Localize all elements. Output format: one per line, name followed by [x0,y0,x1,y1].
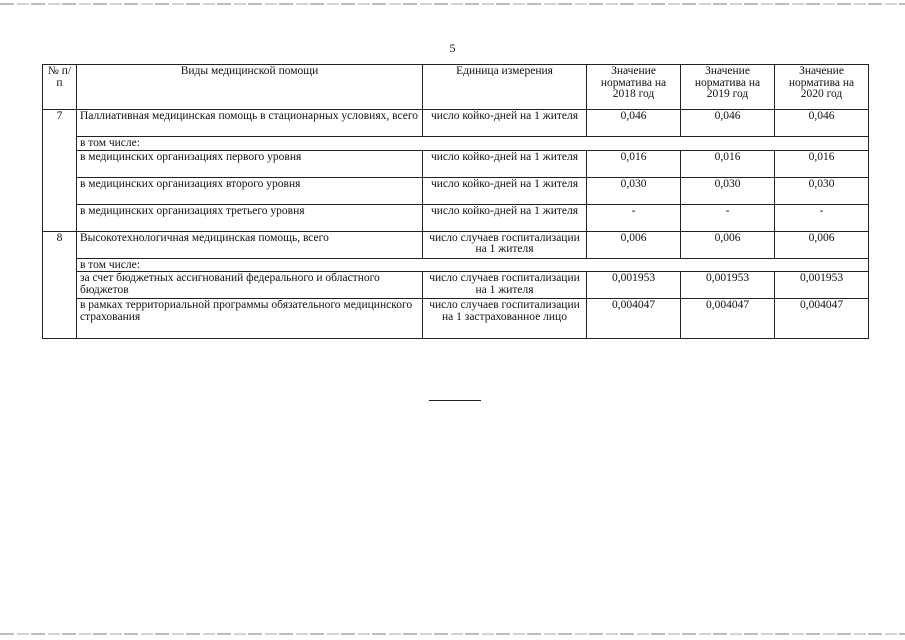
value-2020: 0,030 [775,177,869,204]
header-num: № п/п [43,65,77,110]
value-2019: 0,004047 [681,299,775,339]
value-2019: - [681,204,775,231]
header-type: Виды медицинской помощи [77,65,423,110]
row-name: в рамках территориальной программы обязательного медицинского страхования [77,299,423,339]
closing-rule [429,400,481,401]
value-2018: 0,001953 [587,272,681,299]
table-row [43,110,869,137]
value-2018: 0,016 [587,150,681,177]
row-unit: число койко-дней на 1 жителя [423,177,587,204]
row-unit: число случаев госпитализации на 1 жителя [423,231,587,258]
value-2019: 0,006 [681,231,775,258]
row-unit: число койко-дней на 1 жителя [423,110,587,137]
header-2019: Значение норматива на 2019 год [681,65,775,110]
table-header-row [43,65,869,110]
value-2019: 0,016 [681,150,775,177]
table-row [43,272,869,299]
row-unit: число койко-дней на 1 жителя [423,204,587,231]
row-unit: число койко-дней на 1 жителя [423,150,587,177]
header-unit: Единица измерения [423,65,587,110]
table-subheader-row [43,137,869,151]
value-2020: 0,001953 [775,272,869,299]
table-row [43,231,869,258]
row-name: Паллиативная медицинская помощь в стационарных условиях, всего [77,110,423,137]
value-2018: 0,004047 [587,299,681,339]
scan-edge-bottom [0,633,905,635]
value-2018: - [587,204,681,231]
value-2020: 0,006 [775,231,869,258]
row-number: 8 [43,231,77,339]
row-name: за счет бюджетных ассигнований федерального и областного бюджетов [77,272,423,299]
row-name: в медицинских организациях третьего уровня [77,204,423,231]
row-name: в медицинских организациях второго уровня [77,177,423,204]
value-2019: 0,030 [681,177,775,204]
page-number: 5 [449,41,456,55]
value-2020: 0,004047 [775,299,869,339]
value-2019: 0,046 [681,110,775,137]
value-2018: 0,046 [587,110,681,137]
row-number: 7 [43,110,77,232]
table-row [43,150,869,177]
table-row [43,177,869,204]
row-name: в медицинских организациях первого уровня [77,150,423,177]
subheader-label: в том числе: [77,137,869,151]
subheader-label: в том числе: [77,258,869,272]
table-subheader-row [43,258,869,272]
header-2018: Значение норматива на 2018 год [587,65,681,110]
value-2020: - [775,204,869,231]
norms-table [42,64,869,339]
table-row [43,299,869,339]
header-2020: Значение норматива на 2020 год [775,65,869,110]
value-2020: 0,016 [775,150,869,177]
value-2018: 0,006 [587,231,681,258]
row-unit: число случаев госпитализации на 1 застрахованное лицо [423,299,587,339]
table-row [43,204,869,231]
value-2018: 0,030 [587,177,681,204]
row-unit: число случаев госпитализации на 1 жителя [423,272,587,299]
value-2019: 0,001953 [681,272,775,299]
value-2020: 0,046 [775,110,869,137]
scan-edge-top [0,3,905,5]
row-name: Высокотехнологичная медицинская помощь, всего [77,231,423,258]
